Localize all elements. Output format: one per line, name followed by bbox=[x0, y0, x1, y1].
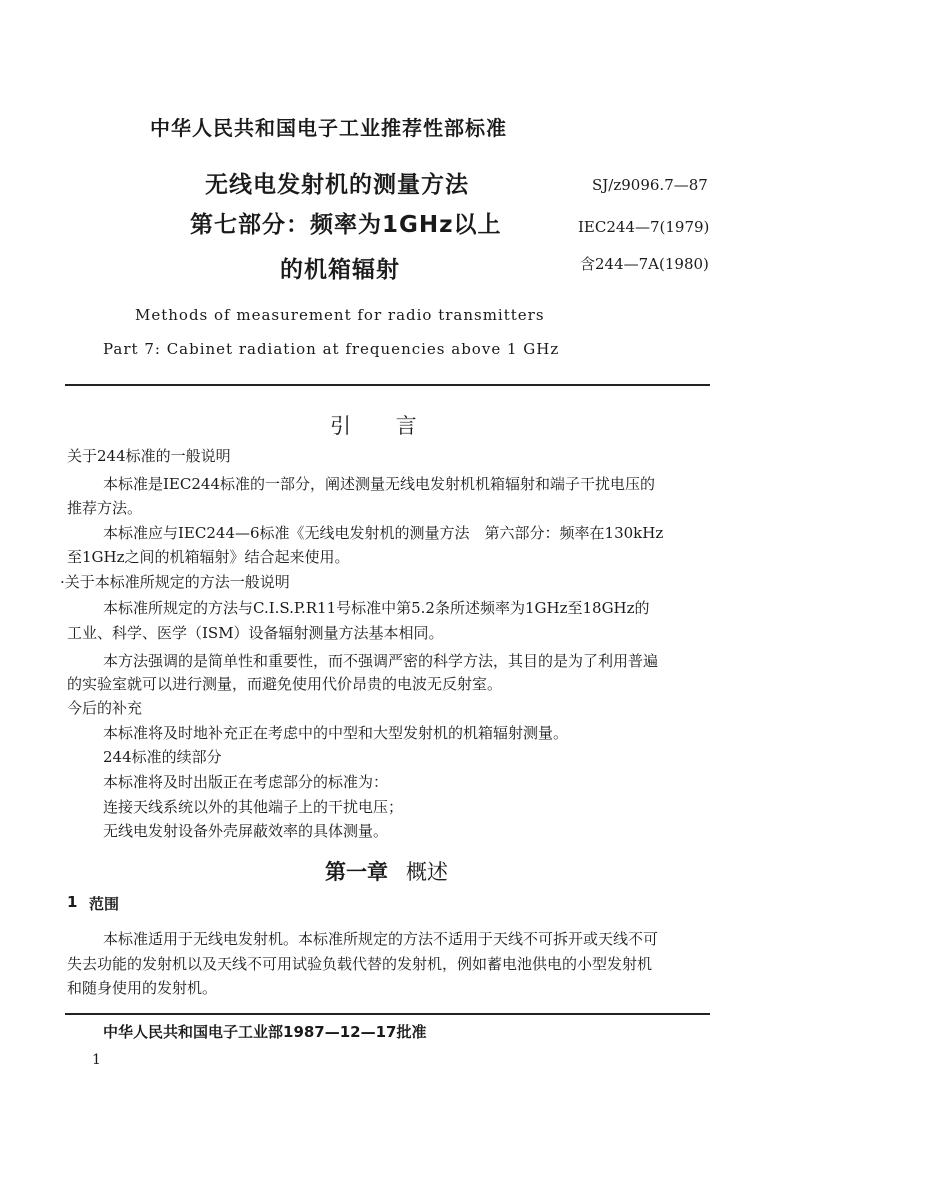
chapter-title: 概述 bbox=[406, 860, 448, 884]
intro-heading: 引 言 bbox=[330, 414, 417, 438]
section-line: 失去功能的发射机以及天线不可用试验负载代替的发射机，例如蓄电池供电的小型发射机 bbox=[67, 955, 653, 973]
intro-line: 本标准将及时出版正在考虑部分的标准为： bbox=[103, 773, 389, 791]
intro-line: 本方法强调的是简单性和重要性，而不强调严密的科学方法，其目的是为了利用普遍 bbox=[103, 652, 659, 670]
intro-line: 本标准将及时地补充正在考虑中的中型和大型发射机的机箱辐射测量。 bbox=[103, 724, 569, 742]
chapter-number: 第一章 bbox=[325, 860, 388, 884]
section-number: 1 bbox=[67, 893, 78, 911]
standard-code: SJ/z9096.7—87 bbox=[592, 176, 708, 194]
intro-line: 关于244标准的一般说明 bbox=[67, 447, 231, 465]
iec-code: IEC244—7(1979) bbox=[578, 218, 710, 236]
page-number: 1 bbox=[92, 1052, 101, 1068]
iec-amendment-code: 含244—7A(1980) bbox=[580, 255, 709, 273]
intro-line: 连接天线系统以外的其他端子上的干扰电压； bbox=[103, 798, 404, 816]
english-title-line-2: Part 7: Cabinet radiation at frequencies above 1 GHz bbox=[103, 340, 560, 358]
intro-line: 244标准的续部分 bbox=[103, 748, 222, 766]
footer-divider bbox=[65, 1013, 710, 1015]
intro-line: 无线电发射设备外壳屏蔽效率的具体测量。 bbox=[103, 822, 389, 840]
section-line: 本标准适用于无线电发射机。本标准所规定的方法不适用于天线不可拆开或天线不可 bbox=[103, 930, 659, 948]
intro-line: 的实验室就可以进行测量，而避免使用代价昂贵的电波无反射室。 bbox=[67, 675, 503, 693]
approval-note: 中华人民共和国电子工业部1987—12—17批准 bbox=[103, 1023, 427, 1041]
intro-line: 推荐方法。 bbox=[67, 499, 143, 517]
section-line: 和随身使用的发射机。 bbox=[67, 979, 218, 997]
intro-line: 本标准所规定的方法与C.I.S.P.R11号标准中第5.2条所述频率为1GHz至18GHz的 bbox=[103, 599, 650, 617]
intro-line: 本标准应与IEC244—6标准《无线电发射机的测量方法 第六部分：频率在130kHz bbox=[103, 524, 664, 542]
intro-line: 本标准是IEC244标准的一部分，阐述测量无线电发射机机箱辐射和端子干扰电压的 bbox=[103, 475, 655, 493]
issuing-organization: 中华人民共和国电子工业推荐性部标准 bbox=[150, 116, 507, 140]
intro-line: ·关于本标准所规定的方法一般说明 bbox=[60, 573, 290, 591]
english-title-line-1: Methods of measurement for radio transmitters bbox=[135, 306, 545, 324]
header-divider bbox=[65, 384, 710, 386]
intro-line: 至1GHz之间的机箱辐射》结合起来使用。 bbox=[67, 548, 350, 566]
title-line-3: 的机箱辐射 bbox=[280, 257, 400, 283]
intro-line: 今后的补充 bbox=[67, 699, 143, 717]
section-title: 范围 bbox=[89, 895, 120, 913]
title-line-2: 第七部分：频率为1GHz以上 bbox=[190, 212, 502, 238]
chapter-heading bbox=[325, 856, 448, 886]
intro-line: 工业、科学、医学（ISM）设备辐射测量方法基本相同。 bbox=[67, 624, 444, 642]
title-line-1: 无线电发射机的测量方法 bbox=[205, 172, 469, 198]
